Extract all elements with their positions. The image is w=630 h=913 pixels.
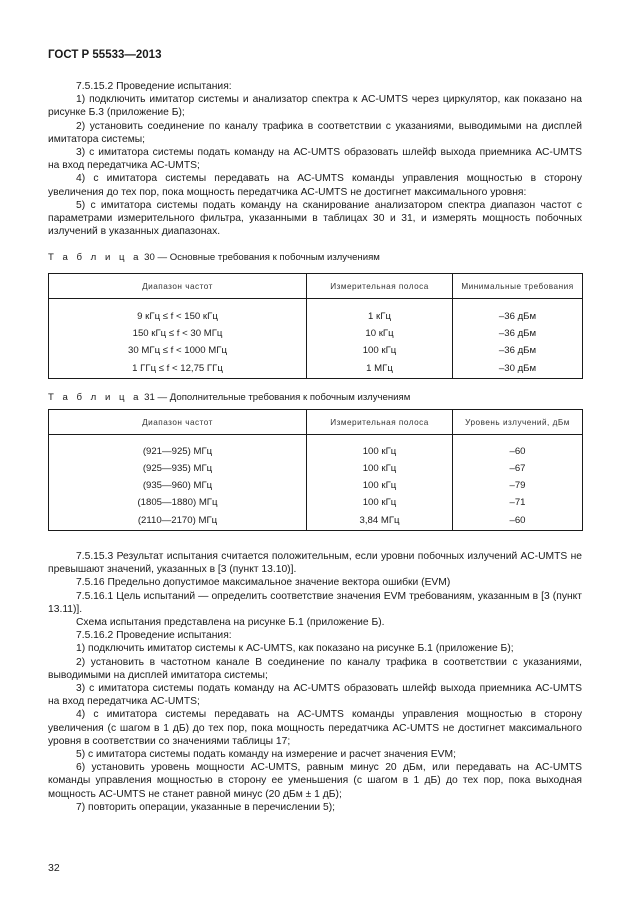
table-31 (48, 409, 583, 531)
table-cell: (2110—2170) МГц (49, 511, 307, 531)
paragraph: 5) с имитатора системы подать команду на измерение и расчет значения EVM; (76, 749, 456, 761)
document-header: ГОСТ Р 55533—2013 (48, 49, 162, 61)
table-cell: 100 кГц (307, 460, 453, 477)
paragraph: Схема испытания представлена на рисунке Б.1 (приложение Б). (76, 617, 385, 629)
table-cell: –60 (453, 443, 583, 460)
table-cell: (925—935) МГц (49, 460, 307, 477)
paragraph: 2) установить в частотном канале В соединение по каналу трафика в соответствии с указаниями, выводимыми на дисплей имитатора системы; (48, 656, 582, 681)
table-cell: –79 (453, 477, 583, 494)
paragraph: 7.5.15.3 Результат испытания считается положительным, если уровни побочных излучений АС-UMTS не превышают значений, указанных в [3 (пункт 13.10)]. (48, 551, 582, 576)
table-header-cell: Уровень излучений, дБм (453, 410, 583, 435)
table-row (49, 342, 583, 359)
paragraph: 3) с имитатора системы подать команду на АС-UMTS образовать шлейф выхода приемника АС-UMTS на вход передатчика АС-UMTS; (48, 683, 582, 708)
paragraph: 1) подключить имитатор системы к АС-UMTS, как показано на рисунке Б.1 (приложение Б); (76, 643, 514, 655)
paragraph: 3) с имитатора системы подать команду на АС-UMTS образовать шлейф выхода приемника АС-UMTS на вход передатчика АС-UMTS; (48, 147, 582, 172)
paragraph: 6) установить уровень мощности АС-UMTS, равным минус 20 дБм, или передавать на АС-UMTS команды управления мощностью в сторону ее уменьшения (с шагом в 1 дБ) до тех пор, пока выходная мощность АС-UMTS не станет равной минус (20 дБм ± 1 дБ); (48, 762, 582, 800)
table-row (49, 308, 583, 325)
table-cell: 100 кГц (307, 477, 453, 494)
table-cell: 1 МГц (307, 359, 453, 379)
table-header-cell: Измерительная полоса (307, 274, 453, 299)
table31-caption (48, 392, 410, 403)
table-header-cell: Минимальные требования (453, 274, 583, 299)
table-cell: –36 дБм (453, 308, 583, 325)
table-cell: 150 кГц ≤ f < 30 МГц (49, 325, 307, 342)
table-caption-text: 30 — Основные требования к побочным излучениям (144, 252, 380, 263)
table-cell: (935—960) МГц (49, 477, 307, 494)
table-cell: (1805—1880) МГц (49, 494, 307, 511)
table-cell: 1 кГц (307, 308, 453, 325)
table-cell: –71 (453, 494, 583, 511)
paragraph: 5) с имитатора системы подать команду на сканирование анализатором спектра диапазон частот с параметрами измерительного фильтра, указанными в таблицах 30 и 31, и измерять мощность побочных излучений в указанных диапазонах. (48, 199, 582, 238)
page-number: 32 (48, 862, 60, 874)
table-header-cell: Диапазон частот (49, 410, 307, 435)
paragraph: 4) с имитатора системы передавать на АС-UMTS команды управления мощностью в сторону увеличения (с шагом в 1 дБ) до тех пор, пока мощность передатчика АС-UMTS не достигнет максимального уровня в соответствии со значениями таблицы 17; (48, 709, 582, 747)
table-row (49, 494, 583, 511)
table-cell: –30 дБм (453, 359, 583, 379)
table-header-cell: Диапазон частот (49, 274, 307, 299)
section-evm-test (48, 550, 582, 814)
table-cell: –36 дБм (453, 342, 583, 359)
table-cell: 30 МГц ≤ f < 1000 МГц (49, 342, 307, 359)
paragraph: 1) подключить имитатор системы и анализатор спектра к АС-UMTS через циркулятор, как показано на рисунке Б.3 (приложение Б); (48, 94, 582, 119)
table-cell: –67 (453, 460, 583, 477)
table-cell: 100 кГц (307, 443, 453, 460)
paragraph: 7.5.16.1 Цель испытаний — определить соответствие значения EVM требованиям, указанным в [3 (пункт 13.11)]. (48, 590, 582, 615)
table-cell: (921—925) МГц (49, 443, 307, 460)
table-cell: 9 кГц ≤ f < 150 кГц (49, 308, 307, 325)
paragraph: 7.5.16 Предельно допустимое максимальное значение вектора ошибки (EVM) (76, 577, 451, 589)
table30-caption (48, 252, 380, 263)
table-row (49, 477, 583, 494)
table-row (49, 460, 583, 477)
paragraph: 7.5.15.2 Проведение испытания: (76, 81, 232, 92)
table-row (49, 511, 583, 531)
table-cell: 100 кГц (307, 494, 453, 511)
section-test-procedure-spurious (48, 80, 582, 238)
table-row (49, 443, 583, 460)
table-cell: 3,84 МГц (307, 511, 453, 531)
table-30 (48, 273, 583, 379)
table-label: Т а б л и ц а (48, 392, 142, 403)
table-row (49, 359, 583, 379)
table-caption-text: 31 — Дополнительные требования к побочным излучениям (144, 392, 411, 403)
paragraph: 2) установить соединение по каналу трафика в соответствии с указаниями, выводимыми на дисплей имитатора системы; (48, 120, 582, 145)
paragraph: 7.5.16.2 Проведение испытания: (76, 630, 232, 642)
table-cell: –36 дБм (453, 325, 583, 342)
paragraph: 7) повторить операции, указанные в перечислении 5); (76, 801, 336, 813)
paragraph: 4) с имитатора системы передавать на АС-UMTS команды управления мощностью в сторону увеличения до тех пор, пока мощность передатчика АС-UMTS не достигнет максимального уровня: (48, 173, 582, 198)
table-cell: –60 (453, 511, 583, 531)
table-cell: 100 кГц (307, 342, 453, 359)
table-cell: 1 ГГц ≤ f < 12,75 ГГц (49, 359, 307, 379)
table-row (49, 325, 583, 342)
table-label: Т а б л и ц а (48, 252, 142, 263)
table-cell: 10 кГц (307, 325, 453, 342)
table-header-cell: Измерительная полоса (307, 410, 453, 435)
